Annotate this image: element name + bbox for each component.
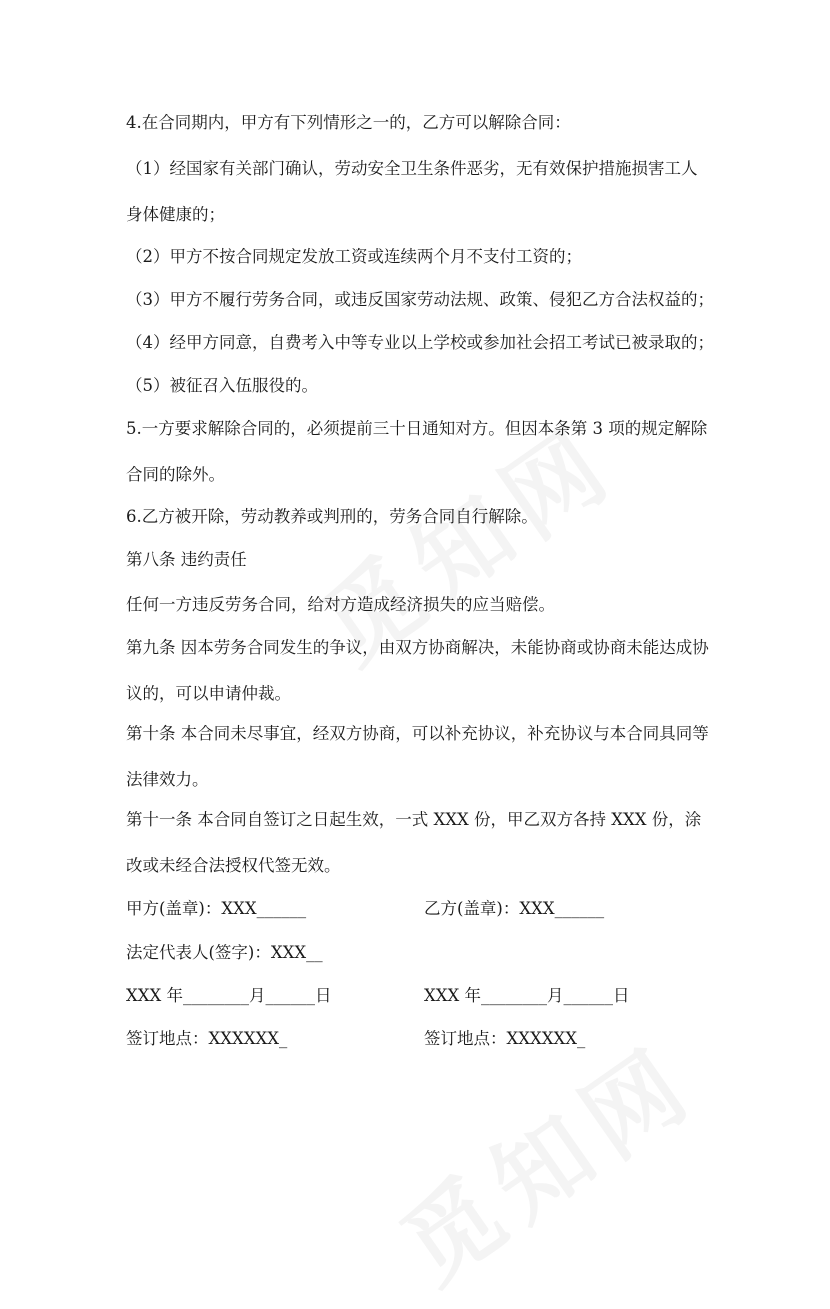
party-a-seal: 甲方(盖章)：XXX______ — [126, 899, 307, 918]
clause-4-item-4: （4）经甲方同意，自费考入中等专业以上学校或参加社会招工考试已被录取的； — [126, 333, 714, 352]
clause-4-item-3: （3）甲方不履行劳务合同，或违反国家劳动法规、政策、侵犯乙方合法权益的； — [126, 290, 714, 309]
clause-4-item-2: （2）甲方不按合同规定发放工资或连续两个月不支付工资的； — [126, 247, 582, 266]
clause-4-item-5: （5）被征召入伍服役的。 — [126, 376, 318, 395]
signing-place-a: 签订地点：XXXXXX_ — [126, 1029, 288, 1048]
article-10: 第十条 本合同未尽事宜，经双方协商，可以补充协议，补充协议与本合同具同等法律效力。 — [126, 724, 709, 789]
clause-4-item-1: （1）经国家有关部门确认，劳动安全卫生条件恶劣，无有效保护措施损害工人身体健康的； — [126, 159, 698, 224]
article-11: 第十一条 本合同自签订之日起生效，一式 XXX 份，甲乙双方各持 XXX 份，涂改或未经合法授权代签无效。 — [126, 810, 702, 875]
party-b-seal: 乙方(盖章)：XXX______ — [424, 899, 605, 918]
clause-4-intro: 4.在合同期内，甲方有下列情形之一的，乙方可以解除合同： — [126, 113, 571, 132]
article-8-body: 任何一方违反劳务合同，给对方造成经济损失的应当赔偿。 — [126, 595, 555, 614]
legal-representative: 法定代表人(签字)：XXX__ — [126, 943, 323, 962]
signing-date-a: XXX 年________月______日 — [126, 986, 332, 1005]
signing-date-b: XXX 年________月______日 — [424, 986, 630, 1005]
article-9: 第九条 因本劳务合同发生的争议，由双方协商解决，未能协商或协商未能达成协议的，可以申请仲裁。 — [126, 638, 709, 703]
signing-place-b: 签订地点：XXXXXX_ — [424, 1029, 586, 1048]
article-8-title: 第八条 违约责任 — [126, 550, 247, 569]
clause-6: 6.乙方被开除，劳动教养或判刑的，劳务合同自行解除。 — [126, 507, 538, 526]
clause-5: 5.一方要求解除合同的，必须提前三十日通知对方。但因本条第 3 项的规定解除合同的除外。 — [126, 419, 708, 484]
